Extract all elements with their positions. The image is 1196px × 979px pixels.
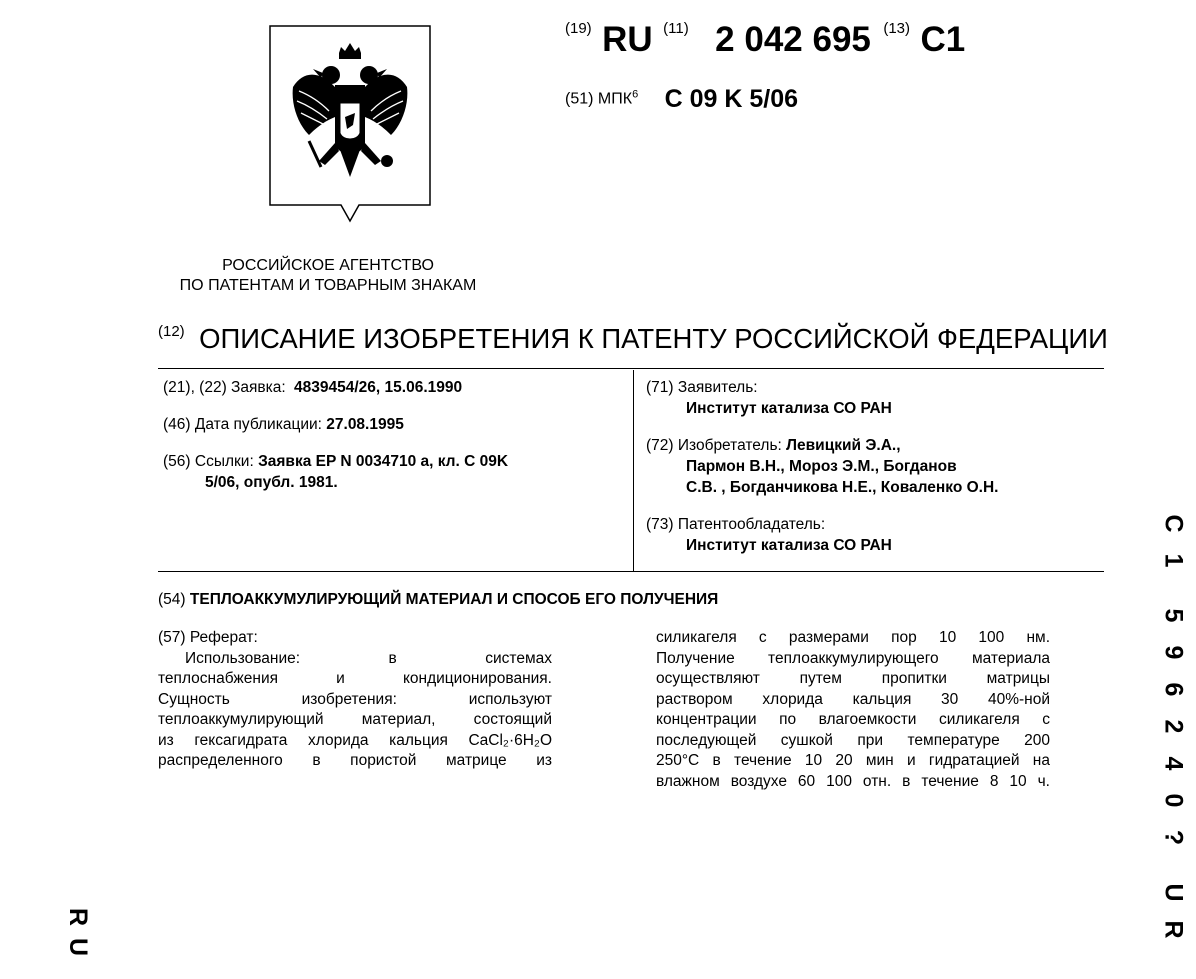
applicant-label: (71) Заявитель:: [646, 379, 758, 396]
publication-value: 27.08.1995: [326, 416, 404, 433]
abstract-left-column: [158, 628, 552, 772]
edge-char: 6: [1159, 682, 1188, 697]
edge-char: C: [1159, 514, 1188, 533]
edge-char: R: [64, 907, 92, 927]
references-value-2: 5/06, опубл. 1981.: [205, 474, 338, 491]
owner-label: (73) Патентообладатель:: [646, 516, 826, 533]
abstract-heading: (57) Реферат:: [158, 629, 258, 646]
inid-code-54: (54): [158, 591, 186, 608]
abstract-line: концентрации по влагоемкости силикагеля с: [656, 711, 1050, 728]
abstract-line: раствором хлорида кальция 30 40%-ной: [656, 690, 1050, 708]
edge-char: [1158, 575, 1176, 601]
document-title-row: [158, 323, 1108, 355]
publication-label: (46) Дата публикации:: [163, 416, 322, 433]
biblio-left: [163, 377, 603, 493]
edge-char: 9: [1159, 645, 1188, 660]
invention-title: ТЕПЛОАККУМУЛИРУЮЩИЙ МАТЕРИАЛ И СПОСОБ ЕГО ПОЛУЧЕНИЯ: [189, 591, 719, 608]
biblio-divider: [633, 370, 634, 572]
abstract-line: из гексагидрата хлорида кальция CaCl₂·6H₂O: [158, 731, 552, 749]
edge-char: [1158, 852, 1176, 878]
kind-code: C1: [920, 20, 966, 59]
biblio-rule: [158, 571, 1104, 572]
owner-value: Институт катализа СО РАН: [686, 537, 892, 554]
ipc-row: [565, 85, 798, 114]
patent-number-row: [565, 20, 965, 68]
inventor-value-1: Левицкий Э.А.,: [786, 437, 901, 454]
edge-char: U: [64, 937, 92, 957]
agency-line-2: ПО ПАТЕНТАМ И ТОВАРНЫМ ЗНАКАМ: [179, 277, 477, 294]
edge-char: 4: [1159, 756, 1188, 771]
edge-char: 5: [1159, 608, 1188, 623]
abstract-line: распределенного в пористой матрице из: [158, 752, 552, 769]
abstract-line: Использование: в системах: [185, 649, 552, 667]
references-value-1: Заявка EP N 0034710 a, кл. C 09K: [258, 453, 509, 470]
edge-char: U: [1159, 883, 1188, 902]
edge-text-left: [62, 902, 92, 962]
abstract-right-column: [656, 628, 1050, 792]
title-rule: [158, 368, 1104, 369]
state-emblem: [269, 25, 431, 223]
ipc-class: C 09 K 5/06: [664, 85, 799, 113]
edge-char: 0: [1159, 793, 1188, 808]
abstract-line: осуществляют путем пропитки матрицы: [656, 670, 1050, 687]
edge-char: ?: [1159, 829, 1188, 846]
edge-char: 2: [1159, 719, 1188, 734]
inid-code-51: (51): [565, 90, 594, 108]
inid-code-19: (19): [565, 20, 592, 37]
country-code: RU: [602, 20, 653, 59]
inventor-value-2: Пармон В.Н., Мороз Э.М., Богданов: [686, 458, 957, 475]
abstract-line: Получение теплоаккумулирующего материала: [656, 649, 1050, 667]
references-label: (56) Ссылки:: [163, 453, 254, 470]
edge-char: 1: [1159, 553, 1188, 568]
inventor-label: (72) Изобретатель:: [646, 437, 782, 454]
patent-number: 2 042 695: [715, 20, 871, 59]
inid-code-13: (13): [883, 20, 911, 37]
invention-title-row: [158, 591, 718, 609]
application-label: (21), (22) Заявка:: [163, 379, 286, 396]
inid-code-11: (11): [663, 20, 689, 37]
edge-text-right: [1154, 505, 1188, 948]
inventor-value-3: С.В. , Богданчикова Н.Е., Коваленко О.Н.: [686, 479, 999, 496]
ipc-label: МПК: [597, 90, 633, 108]
abstract-line: теплоснабжения и кондиционирования.: [158, 670, 552, 687]
abstract-line: силикагеля с размерами пор 10 100 нм.: [656, 629, 1050, 646]
applicant-value: Институт катализа СО РАН: [686, 400, 892, 417]
abstract-line: последующей сушкой при температуре 200: [656, 731, 1050, 749]
inid-code-12: (12): [158, 323, 185, 340]
biblio-right: [646, 377, 1096, 556]
abstract-line: влажном воздухе 60 100 отн. в течение 8 10 ч.: [656, 772, 1050, 790]
ipc-edition: 6: [632, 88, 639, 101]
agency-line-1: РОССИЙСКОЕ АГЕНТСТВО: [222, 257, 434, 274]
application-value: 4839454/26, 15.06.1990: [294, 379, 463, 396]
double-headed-eagle-icon: [269, 25, 431, 223]
edge-char: R: [1159, 920, 1188, 939]
agency-name: [150, 256, 506, 296]
abstract-line: Сущность изобретения: используют: [158, 690, 552, 708]
document-title: ОПИСАНИЕ ИЗОБРЕТЕНИЯ К ПАТЕНТУ РОССИЙСКОЙ ФЕДЕРАЦИИ: [199, 323, 1108, 354]
abstract-line: теплоаккумулирующий материал, состоящий: [158, 711, 552, 728]
abstract-line: 250°C в течение 10 20 мин и гидратацией на: [656, 752, 1050, 769]
